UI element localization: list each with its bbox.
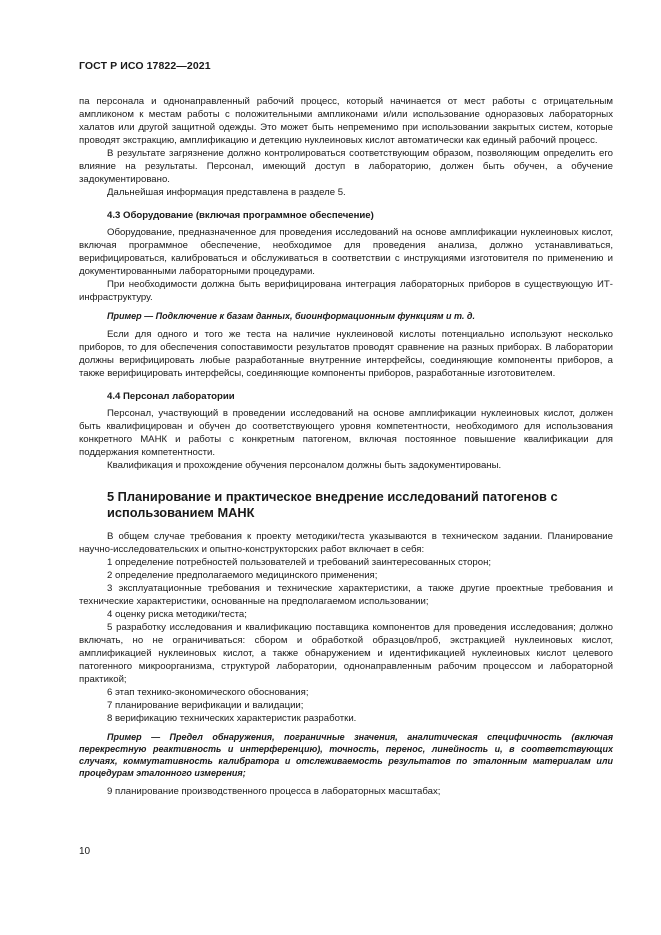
paragraph: Дальнейшая информация представлена в разделе 5. [107, 187, 346, 198]
paragraph: В результате загрязнение должно контролироваться соответствующим образом, позволяющим определить его влияние на результаты. Персонал, имеющий доступ в лабораторию, должен быть обучен, а обучение задокументировано. [79, 148, 613, 185]
list-item: 2 определение предполагаемого медицинского применения; [107, 570, 378, 581]
paragraph: При необходимости должна быть верифицирована интеграция лабораторных приборов в существующую ИТ-инфраструктуру. [79, 279, 613, 303]
section-heading-line: 5 Планирование и практическое внедрение исследований патогенов с [107, 489, 558, 504]
list-item: 9 планирование производственного процесса в лабораторных масштабах; [107, 786, 441, 797]
document-header: ГОСТ Р ИСО 17822—2021 [79, 60, 211, 72]
list-item: 3 эксплуатационные требования и технические характеристики, а также другие проектные требования и технические характеристики, основанные на предполагаемом использовании; [79, 583, 613, 607]
page-number: 10 [79, 846, 91, 857]
paragraph: Оборудование, предназначенное для проведения исследований на основе амплификации нуклеиновых кислот, включая программное обеспечение, необходимое для проведения анализа, должно устанавливаться, верифицироваться, калиброваться и обслуживаться в соответствии с инструкциями изготовителя по применению и документированными лабораторными процедурами. [79, 227, 613, 277]
section-heading-5 [107, 489, 613, 521]
section-heading-line: использованием МАНК [107, 505, 255, 520]
paragraph: В общем случае требования к проекту методики/теста указываются в техническом задании. Планирование научно-исследовательских и опытно-конструкторских работ включает в себя: [79, 531, 613, 555]
paragraph: Если для одного и того же теста на наличие нуклеиновой кислоты потенциально используют несколько приборов, то для обеспечения сопоставимости результатов проводят сравнение на разных приборах. В лаборатории должны верифицировать любые разработанные внутренние интерфейсы, соединяющие компоненты приборов, а также верифицировать интерфейсы, соединяющие компоненты приборов, разработанные изготовителем. [79, 329, 613, 379]
list-item: 1 определение потребностей пользователей и требований заинтересованных сторон; [107, 557, 492, 568]
document-body [79, 95, 613, 798]
list-item: 5 разработку исследования и квалификацию поставщика компонентов для проведения исследования; должно включать, но не ограничиваться: сбором и обработкой образцов/проб, экстракцией нуклеиновых кислот, амплификацией нуклеиновых кислот, а также обнаружением и идентификацией нуклеиновых кислот целевого патогенного микроорганизма, структурой лаборатории, однонаправленным рабочим процессом и лабораторной практикой; [79, 622, 613, 685]
paragraph: па персонала и однонаправленный рабочий процесс, который начинается от мест работы с отрицательным ампликоном к местам работы с положительными ампликонами и/или использование одноразовых лабораторных халатов или другой защитной одежды. Это может быть непременимо при использовании закрытых систем, которые проводят экстракцию, амплификацию и детекцию нуклеиновых кислот автоматически как единый рабочий процесс. [79, 96, 613, 146]
list-item: 6 этап технико-экономического обоснования; [107, 687, 309, 698]
example-note: Пример — Предел обнаружения, пограничные значения, аналитическая специфичность (включая перекрестную реактивность и интерференцию), точность, перенос, линейность и, в соответствующих случаях, коммутативность калибратора и отслеживаемость результатов по эталонным материалам или процедурам эталонного измерения; [79, 732, 613, 778]
list-item: 7 планирование верификации и валидации; [107, 700, 304, 711]
section-heading-4-3: 4.3 Оборудование (включая программное обеспечение) [107, 210, 374, 221]
paragraph: Персонал, участвующий в проведении исследований на основе амплификации нуклеиновых кислот, должен быть квалифицирован и обучен до соответствующего уровня компетентности, необходимого для использования конкретного МАНК и работы с конкретным патогеном, включая постоянное повышение квалификации для поддержания компетентности. [79, 408, 613, 458]
list-item: 8 верификацию технических характеристик разработки. [107, 713, 357, 724]
example-note: Пример — Подключение к базам данных, биоинформационным функциям и т. д. [107, 311, 475, 321]
paragraph: Квалификация и прохождение обучения персоналом должны быть задокументированы. [107, 460, 502, 471]
section-heading-4-4: 4.4 Персонал лаборатории [107, 391, 235, 402]
list-item: 4 оценку риска методики/теста; [107, 609, 247, 620]
